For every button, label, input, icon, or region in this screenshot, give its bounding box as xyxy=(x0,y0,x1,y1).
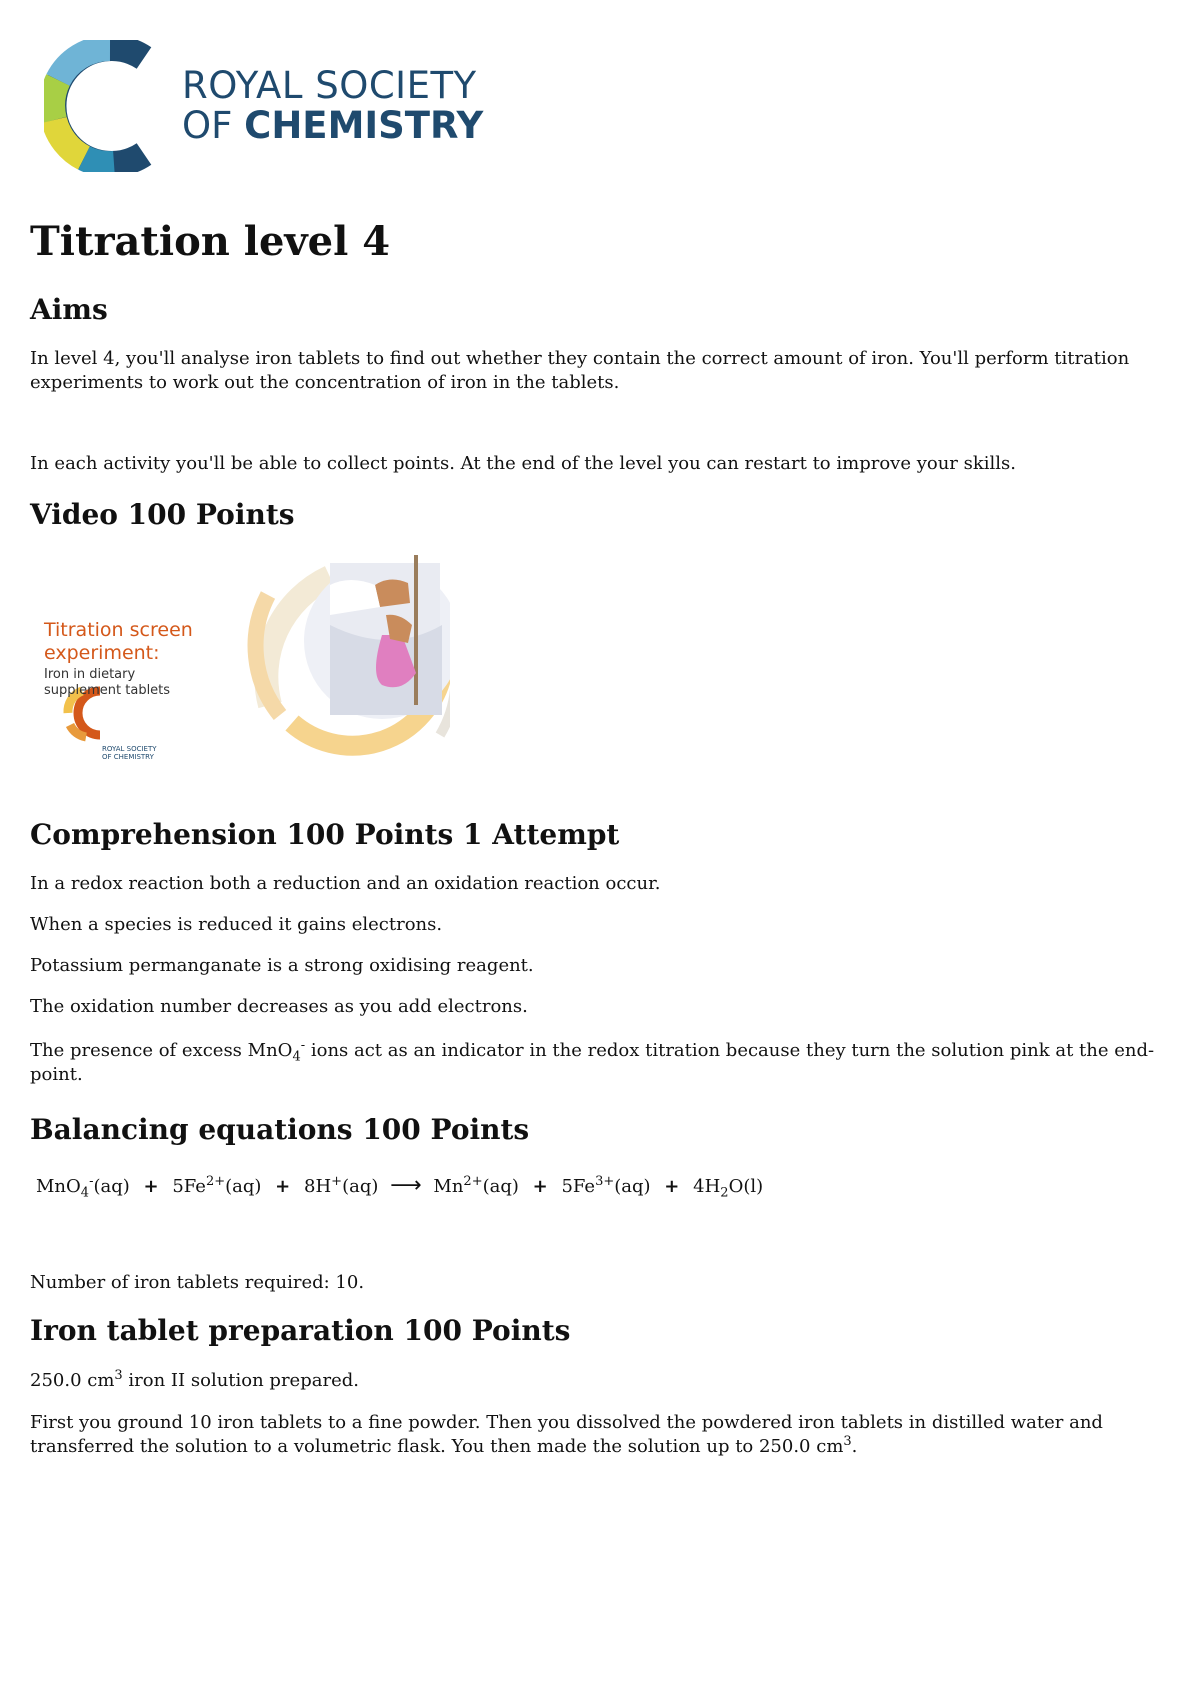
eq-term-h-sup: + xyxy=(331,1174,343,1189)
eq-term-mn-sup: 2+ xyxy=(463,1174,483,1189)
aims-heading: Aims xyxy=(30,293,108,326)
prep-2-sup: 3 xyxy=(843,1434,852,1449)
eq-term-h-state: (aq) xyxy=(342,1176,379,1197)
prep-1-sup: 3 xyxy=(114,1368,123,1383)
video-thumb-title xyxy=(44,619,193,665)
logo-wordmark xyxy=(182,66,483,146)
video-heading: Video 100 Points xyxy=(30,498,295,531)
eq-term-mno4-sub: 4 xyxy=(80,1185,90,1201)
eq-term-h: 8H xyxy=(304,1176,332,1197)
prep-2-post: . xyxy=(851,1436,858,1457)
aims-paragraph-1: In level 4, you'll analyse iron tablets to find out whether they contain the correct amount of iron. You'll perform titration experiments to work out the concentration of iron in the tablets. xyxy=(30,348,1130,393)
eq-term-h2o-state: O(l) xyxy=(728,1176,764,1197)
eq-term-mno4-state: (aq) xyxy=(93,1176,130,1197)
comprehension-sentence-5 xyxy=(30,1039,1180,1087)
logo-line-2-bold: CHEMISTRY xyxy=(244,104,484,147)
preparation-heading: Iron tablet preparation 100 Points xyxy=(30,1314,571,1347)
comprehension-sentence-2: When a species is reduced it gains electrons. xyxy=(30,914,443,935)
rsc-logo xyxy=(44,40,544,172)
comprehension-sentence-1: In a redox reaction both a reduction and an oxidation reaction occur. xyxy=(30,873,661,894)
s5-sup: - xyxy=(300,1038,306,1053)
balancing-heading: Balancing equations 100 Points xyxy=(30,1113,530,1146)
logo-line-2 xyxy=(182,106,483,146)
s5-sub: 4 xyxy=(292,1049,301,1065)
eq-term-h2o: 4H xyxy=(693,1176,721,1197)
rsc-logo-icon xyxy=(44,40,176,172)
eq-term-fe3: 5Fe xyxy=(561,1176,596,1197)
video-thumb-title-line-1: Titration screen xyxy=(44,619,193,641)
comprehension-heading: Comprehension 100 Points 1 Attempt xyxy=(30,818,620,851)
eq-term-fe3-state: (aq) xyxy=(614,1176,651,1197)
comprehension-sentence-3: Potassium permanganate is a strong oxidising reagent. xyxy=(30,955,534,976)
preparation-line-1 xyxy=(30,1369,1180,1393)
video-thumb-logo-line-2: OF CHEMISTRY xyxy=(102,753,154,761)
aims-paragraph-2: In each activity you'll be able to collect points. At the end of the level you can restart to improve your skills. xyxy=(30,453,1017,474)
s5-pre: The presence of excess MnO xyxy=(30,1040,293,1061)
preparation-paragraph-2 xyxy=(30,1411,1180,1459)
video-thumb-logo-text xyxy=(102,745,157,761)
video-thumb-title-line-2: experiment: xyxy=(44,642,160,664)
comprehension-sentence-4: The oxidation number decreases as you add electrons. xyxy=(30,996,528,1017)
video-thumb-sub-line-1: Iron in dietary xyxy=(44,667,136,682)
balanced-equation xyxy=(36,1174,763,1199)
tablets-required: Number of iron tablets required: 10. xyxy=(30,1272,365,1293)
video-thumb-sub-line-2: supplement tablets xyxy=(44,683,171,698)
logo-line-2-prefix: OF xyxy=(182,104,245,147)
prep-2-pre: First you ground 10 iron tablets to a fine powder. Then you dissolved the powdered iron tablets in distilled water and transferred the solution to a volumetric flask. You then made the solution up to 250.0 cm xyxy=(30,1412,1103,1457)
eq-term-fe3-sup: 3+ xyxy=(595,1174,615,1189)
eq-term-mn-state: (aq) xyxy=(482,1176,519,1197)
video-thumb-logo-line-1: ROYAL SOCIETY xyxy=(102,745,157,753)
prep-1-pre: 250.0 cm xyxy=(30,1370,115,1391)
video-thumb-subtitle xyxy=(44,667,170,699)
eq-plus: + xyxy=(143,1176,159,1197)
video-thumbnail[interactable] xyxy=(30,555,450,787)
eq-term-fe2-sup: 2+ xyxy=(205,1174,226,1189)
page-title: Titration level 4 xyxy=(30,218,391,265)
eq-arrow: ⟶ xyxy=(390,1173,422,1198)
eq-term-fe2: 5Fe xyxy=(172,1176,206,1197)
logo-line-1: ROYAL SOCIETY xyxy=(182,64,477,107)
s5-post: ions act as an indicator in the redox titration because they turn the solution pink at the end-point. xyxy=(30,1040,1155,1085)
eq-term-mno4: MnO xyxy=(36,1176,81,1197)
eq-term-fe2-state: (aq) xyxy=(225,1176,262,1197)
eq-plus: + xyxy=(532,1176,548,1197)
eq-term-mn: Mn xyxy=(433,1176,464,1197)
prep-1-post: iron II solution prepared. xyxy=(122,1370,359,1391)
eq-term-mno4-sup: - xyxy=(89,1174,94,1189)
eq-plus: + xyxy=(275,1176,291,1197)
eq-plus: + xyxy=(664,1176,680,1197)
eq-term-h2o-sub: 2 xyxy=(720,1185,729,1201)
